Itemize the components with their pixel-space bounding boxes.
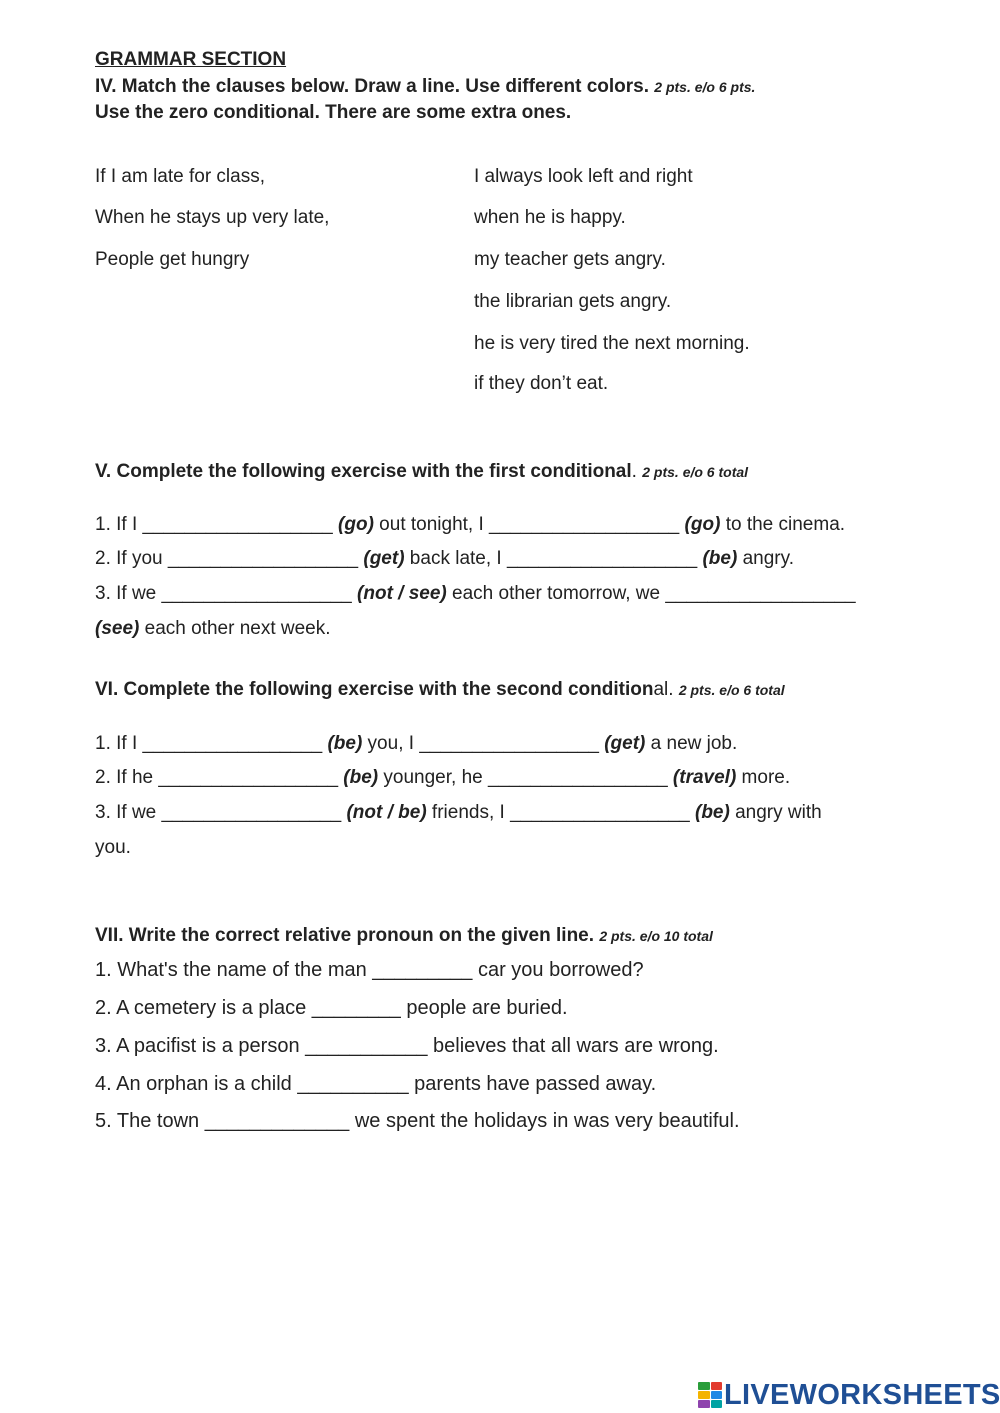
verb-hint: (see)	[95, 618, 140, 639]
s6-item-3-cont: you.	[95, 837, 131, 858]
s4-right-clause: if they don’t eat.	[474, 373, 609, 394]
s4-heading2: Use the zero conditional. There are some extra ones.	[95, 102, 572, 123]
s4-right-clause: when he is happy.	[474, 207, 626, 228]
answer-blank[interactable]: __________________	[161, 583, 352, 604]
s5-item-2	[95, 548, 794, 570]
text: 2. If you	[95, 548, 168, 569]
text: you, I	[362, 733, 420, 754]
text: angry.	[737, 548, 794, 569]
verb-hint: (be)	[702, 548, 738, 569]
s5-heading-end: .	[631, 461, 637, 482]
s4-left-clause: If I am late for class,	[95, 166, 265, 187]
s4-heading-line	[95, 76, 755, 98]
s5-heading-line	[95, 461, 748, 483]
s6-points: 2 pts. e/o 6 total	[678, 682, 785, 698]
verb-hint: (be)	[343, 767, 379, 788]
s5-item-3	[95, 583, 856, 605]
verb-hint: (go)	[338, 514, 374, 535]
s7-item: 5. The town _____________ we spent the holidays in was very beautiful.	[95, 1110, 740, 1132]
text: each other tomorrow, we	[446, 583, 666, 604]
s6-item-2	[95, 767, 790, 789]
s4-left-clause: People get hungry	[95, 249, 250, 270]
text: younger, he	[378, 767, 488, 788]
verb-hint: (get)	[604, 733, 646, 754]
answer-blank[interactable]: __________________	[489, 514, 680, 535]
s4-heading: IV. Match the clauses below. Draw a line. Use different colors.	[95, 76, 649, 97]
section-title: GRAMMAR SECTION	[95, 49, 287, 70]
verb-hint: (get)	[363, 548, 405, 569]
s6-heading-line	[95, 679, 785, 701]
s7-item: 4. An orphan is a child __________ parents have passed away.	[95, 1073, 657, 1095]
text: 1. If I	[95, 733, 143, 754]
s6-item-3	[95, 802, 822, 824]
answer-blank[interactable]: _________________	[510, 802, 690, 823]
verb-hint: (travel)	[672, 767, 737, 788]
text: to the cinema.	[720, 514, 846, 535]
text: 3. If we	[95, 583, 162, 604]
s7-item: 3. A pacifist is a person ___________ believes that all wars are wrong.	[95, 1035, 719, 1057]
answer-blank[interactable]: _________________	[142, 733, 323, 754]
s7-item: 1. What's the name of the man _________ car you borrowed?	[95, 959, 644, 981]
s4-points: 2 pts. e/o 6 pts.	[654, 79, 756, 95]
verb-hint: (not / see)	[357, 583, 447, 604]
s5-item-1	[95, 514, 845, 536]
answer-blank[interactable]: __________________	[506, 548, 698, 569]
s7-points: 2 pts. e/o 10 total	[599, 928, 713, 944]
text: angry with	[729, 802, 822, 823]
answer-blank[interactable]: _________________	[419, 733, 599, 754]
verb-hint: (go)	[684, 514, 721, 535]
text: friends, I	[426, 802, 511, 823]
s5-item-3-cont	[95, 618, 331, 640]
s4-right-clause: I always look left and right	[474, 166, 693, 187]
verb-hint: (not / be)	[346, 802, 427, 823]
s5-points: 2 pts. e/o 6 total	[642, 464, 749, 480]
s7-heading: VII. Write the correct relative pronoun on the given line.	[95, 925, 595, 946]
s4-right-clause: the librarian gets angry.	[474, 291, 672, 312]
text: 2. If he	[95, 767, 159, 788]
logo-text: LIVEWORKSHEETS	[724, 1378, 1000, 1411]
text: 3. If we	[95, 802, 162, 823]
text: 1. If I	[95, 514, 143, 535]
verb-hint: (be)	[327, 733, 363, 754]
answer-blank[interactable]: __________________	[142, 514, 333, 535]
s6-heading-end: al.	[653, 679, 674, 700]
text: back late, I	[404, 548, 507, 569]
s4-left-clause: When he stays up very late,	[95, 207, 330, 228]
s6-item-1	[95, 733, 737, 755]
text: out tonight, I	[373, 514, 490, 535]
s5-heading: V. Complete the following exercise with the first conditional	[95, 461, 632, 482]
s7-item: 2. A cemetery is a place ________ people are buried.	[95, 997, 568, 1019]
s6-heading: VI. Complete the following exercise with the second condition	[95, 679, 654, 700]
answer-blank[interactable]: _________________	[158, 767, 339, 788]
answer-blank[interactable]: __________________	[167, 548, 359, 569]
verb-hint: (be)	[695, 802, 730, 823]
text: more.	[736, 767, 791, 788]
s4-right-clause: my teacher gets angry.	[474, 249, 666, 270]
liveworksheets-logo	[698, 1378, 1000, 1412]
liveworksheets-logo-icon	[698, 1382, 722, 1408]
s7-heading-line	[95, 925, 713, 947]
s4-right-clause: he is very tired the next morning.	[474, 333, 750, 354]
answer-blank[interactable]: _________________	[161, 802, 342, 823]
answer-blank[interactable]: _________________	[488, 767, 668, 788]
text: each other next week.	[139, 618, 331, 639]
text: a new job.	[645, 733, 738, 754]
answer-blank[interactable]: __________________	[665, 583, 856, 604]
